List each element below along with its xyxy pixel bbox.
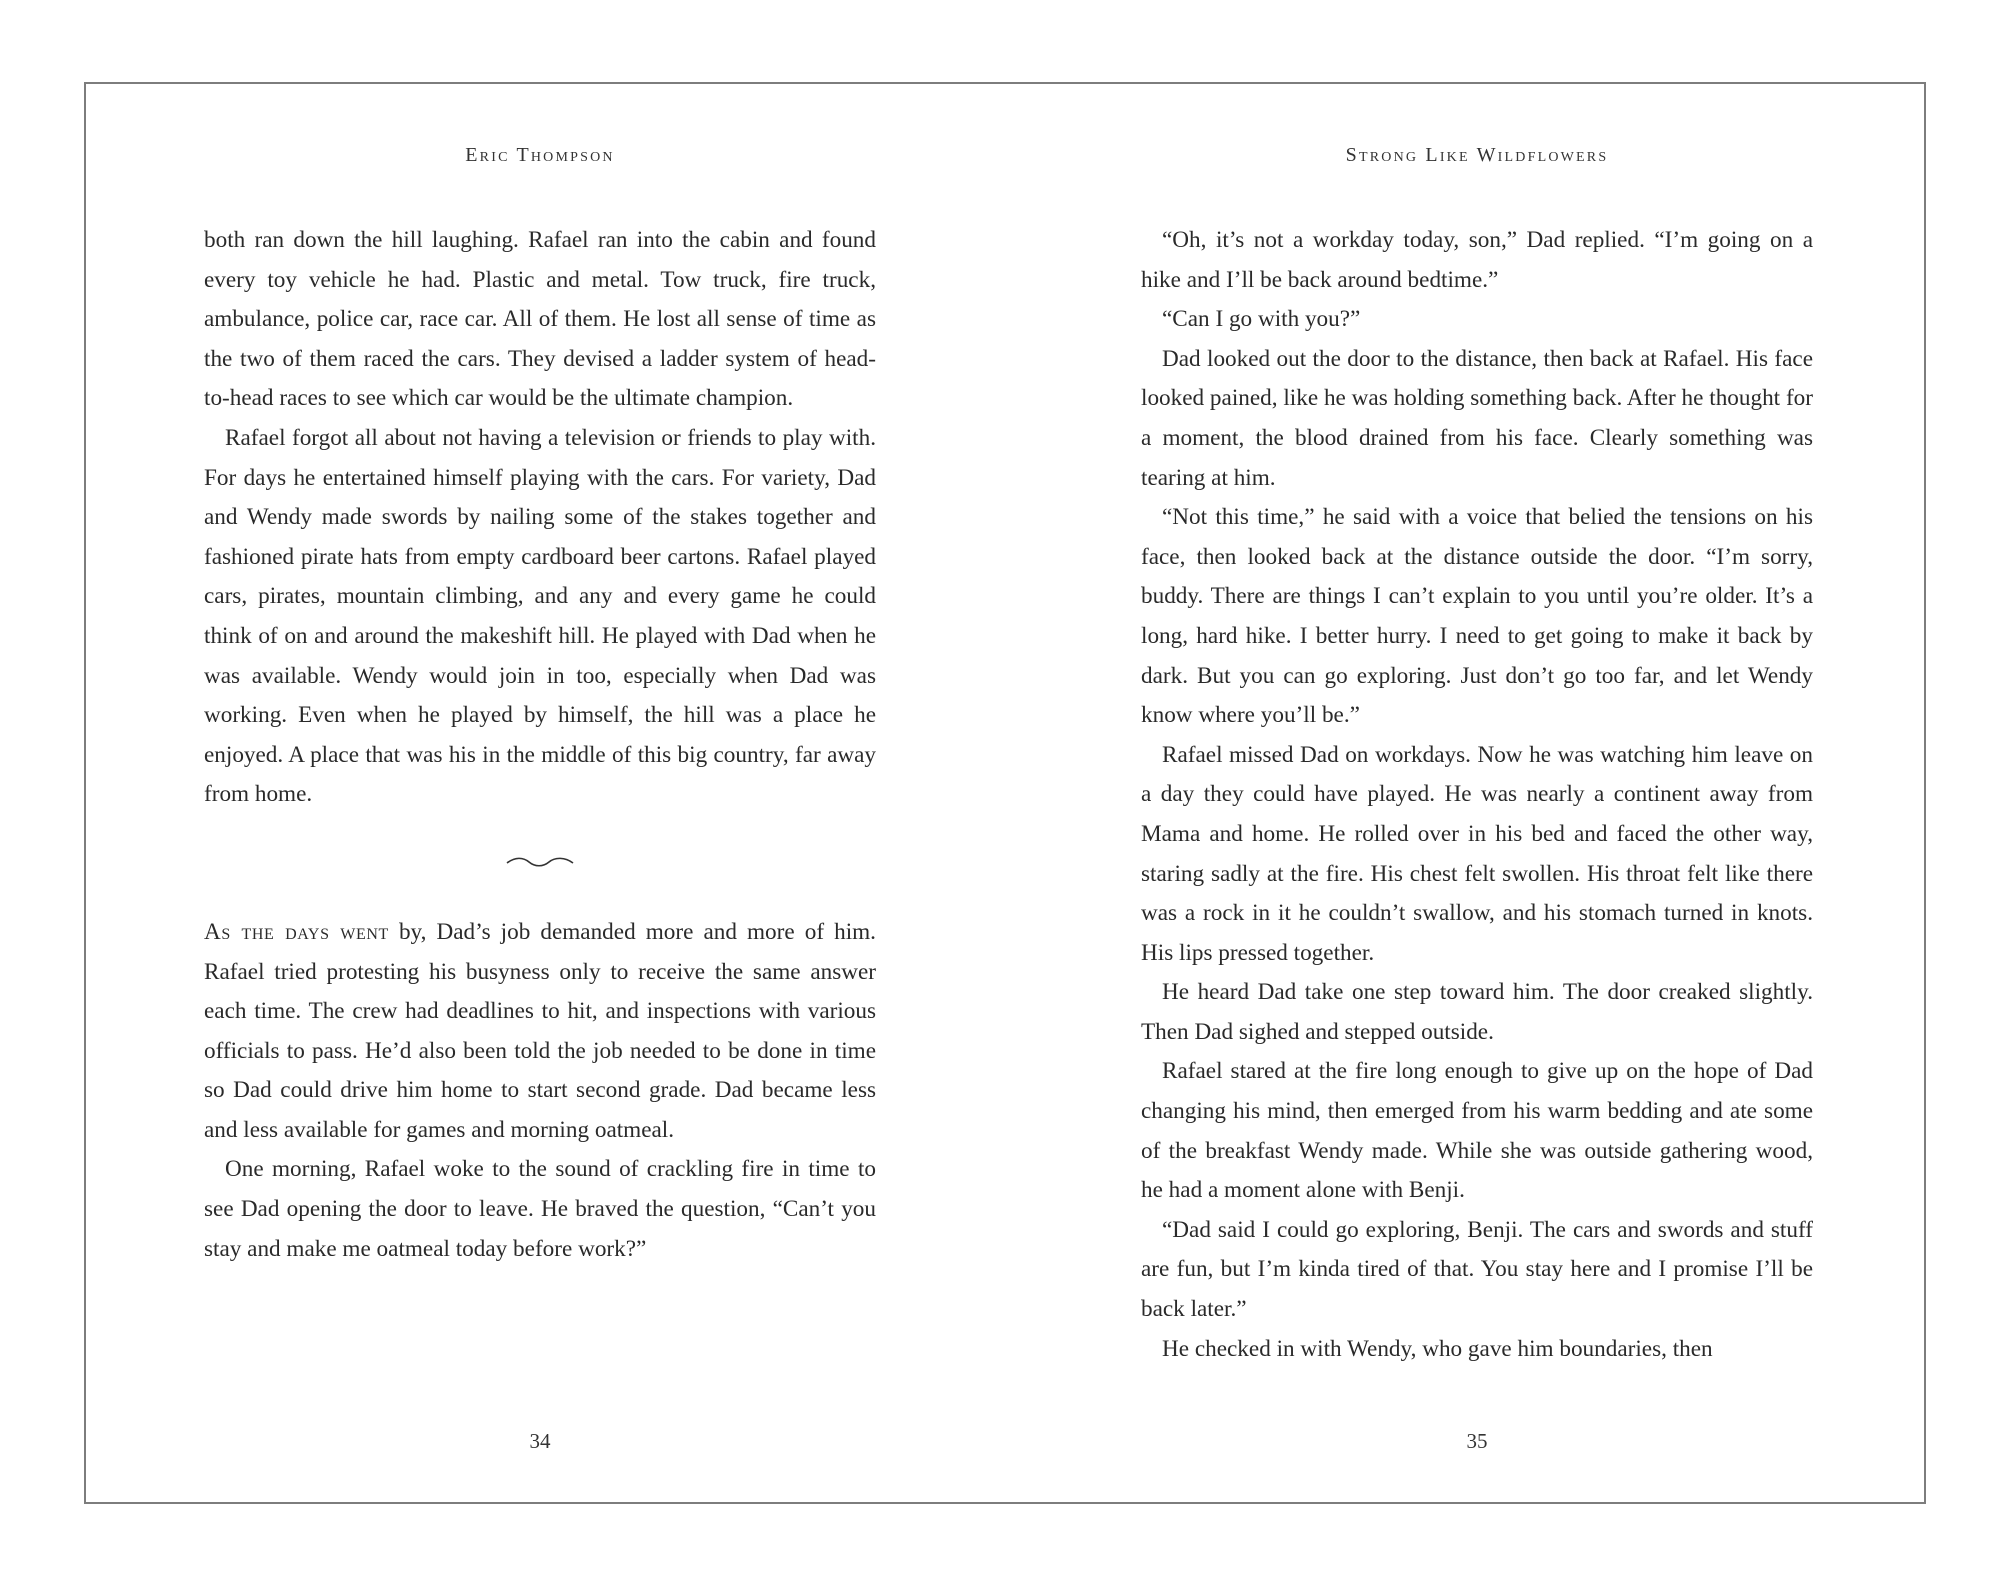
book-spread [84, 82, 1926, 1504]
running-head-author: Eric Thompson [465, 144, 615, 166]
page-number: 34 [529, 1429, 551, 1453]
section-lead-small-caps: As the days went [204, 918, 389, 945]
paragraph: “Not this time,” he said with a voice that belied the tensions on his face, then looked back at the distance outside the door. “I’m sorry, buddy. There are things I can’t explain to you until you’re older. It’s a long, hard hike. I better hurry. I need to get going to make it back by dark. But you can go exploring. Just don’t go too far, and let Wendy know where you’ll be.” [1141, 504, 1813, 729]
page-number: 35 [1466, 1429, 1488, 1453]
left-page [204, 84, 876, 1502]
paragraph: One morning, Rafael woke to the sound of crackling fire in time to see Dad opening the door to leave. He braved the question, “Can’t you stay and make me oatmeal today before work?” [204, 1156, 876, 1262]
paragraph: He checked in with Wendy, who gave him boundaries, then [1162, 1335, 1713, 1362]
right-page-body [1141, 221, 1813, 1369]
paragraph: “Oh, it’s not a workday today, son,” Dad replied. “I’m going on a hike and I’ll be back around bedtime.” [1141, 227, 1813, 293]
running-head-title: Strong Like Wildflowers [1345, 144, 1609, 166]
paragraph: He heard Dad take one step toward him. The door creaked slightly. Then Dad sighed and stepped outside. [1141, 979, 1813, 1045]
paragraph: Rafael missed Dad on workdays. Now he was watching him leave on a day they could have played. He was nearly a continent away from Mama and home. He rolled over in his bed and faced the other way, staring sadly at the fire. His chest felt swollen. His throat felt like there was a rock in it he couldn’t swallow, and his stomach turned in knots. His lips pressed together. [1141, 741, 1813, 966]
paragraph: “Dad said I could go exploring, Benji. The cars and swords and stuff are fun, but I’m kinda tired of that. You stay here and I promise I’ll be back later.” [1141, 1216, 1813, 1323]
left-page-body [204, 221, 876, 1269]
paragraph: Dad looked out the door to the distance, then back at Rafael. His face looked pained, like he was holding something back. After he thought for a moment, the blood drained from his face. Clearly something was tearing at him. [1141, 345, 1813, 491]
paragraph: both ran down the hill laughing. Rafael ran into the cabin and found every toy vehicle he had. Plastic and metal. Tow truck, fire truck, ambulance, police car, race car. All of them. He lost all sense of time as the two of them raced the cars. They devised a ladder system of head-to-head races to see which car would be the ultimate champion. [204, 227, 876, 412]
paragraph: Rafael stared at the fire long enough to give up on the hope of Dad changing his mind, then emerged from his warm bedding and ate some of the breakfast Wendy made. While she was outside gathering wood, he had a moment alone with Benji. [1141, 1058, 1813, 1204]
paragraph: “Can I go with you?” [1162, 306, 1361, 333]
paragraph: Rafael forgot all about not having a television or friends to play with. For days he entertained himself playing with the cars. For variety, Dad and Wendy made swords by nailing some of the stakes together and fashioned pirate hats from empty cardboard beer cartons. Rafael played cars, pirates, mountain climbing, and any and every game he could think of on and around the makeshift hill. He played with Dad when he was available. Wendy would join in too, especially when Dad was working. Even when he played by himself, the hill was a place he enjoyed. A place that was his in the middle of this big country, far away from home. [204, 424, 876, 808]
section-lead-rest: by, Dad’s job demanded more and more of him. Rafael tried protesting his busyness only to receive the same answer each time. The crew had deadlines to hit, and inspections with various officials to pass. He’d also been told the job needed to be done in time so Dad could drive him home to start second grade. Dad became less and less available for games and morning oatmeal. [204, 918, 876, 1143]
section-opening-paragraph [204, 913, 876, 1151]
swash-ornament-icon [505, 854, 575, 872]
section-break [204, 823, 876, 903]
right-page [1141, 84, 1813, 1502]
